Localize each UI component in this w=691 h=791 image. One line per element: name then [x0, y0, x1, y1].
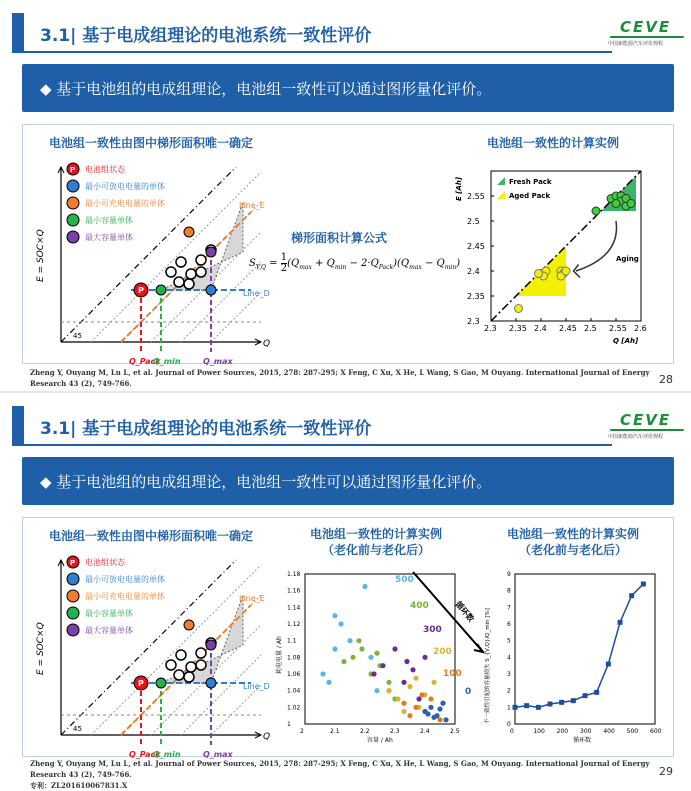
q-pack-label: Q_Pack [129, 357, 161, 366]
scatter-point [347, 638, 352, 643]
banner-text: ◆ 基于电池组的电成组理论，电池组一致性可以通过图形量化评价。 [40, 80, 492, 98]
cell-marker [196, 267, 206, 277]
scatter-point [350, 655, 355, 660]
aging-arrow [576, 221, 617, 271]
q-min-label: Q_min [153, 357, 181, 366]
x-tick-label: 2.3 [390, 728, 400, 735]
mid-heading: 电池组一致性的计算实例 （老化前与老化后） [309, 527, 442, 557]
title-underline [24, 444, 612, 446]
min-charge-marker [184, 227, 194, 237]
y-tick-label: 1.06 [287, 671, 301, 678]
legend-marker [67, 180, 79, 192]
scatter-point [419, 692, 424, 697]
scatter-point [332, 613, 337, 618]
series-label: 500 [395, 575, 414, 585]
x-tick-label: 0 [510, 728, 514, 735]
ceve-logo [606, 411, 686, 445]
fresh-aged-chart [453, 161, 653, 351]
legend-marker [67, 607, 79, 619]
y-tick-label: 9 [507, 571, 511, 578]
scatter-point [341, 659, 346, 664]
aged-point [535, 270, 543, 278]
y-tick-label: 1.02 [287, 704, 301, 712]
cell-marker [184, 279, 194, 289]
slide-28 [0, 0, 691, 392]
x-tick-label: 300 [580, 728, 592, 735]
scatter-point [407, 684, 412, 689]
trapezoid-diagram [33, 550, 273, 759]
min-capacity-marker [156, 285, 166, 295]
y-tick-label: 2.55 [467, 192, 485, 201]
legend-marker [67, 214, 79, 226]
series-label: 200 [433, 647, 452, 657]
x-tick-label: 2.2 [360, 728, 370, 735]
ceve-logo [606, 18, 686, 52]
y-tick-label: 1.08 [287, 654, 301, 662]
y-tick-label: 1.12 [287, 621, 301, 628]
formula-title: 梯形面积计算公式 [291, 231, 388, 245]
min-charge-marker [184, 620, 194, 630]
title-accent [12, 13, 24, 53]
scatter-point [413, 676, 418, 681]
cell-marker [166, 660, 176, 670]
scatter-point [401, 709, 406, 714]
logo-subtitle: 中国新能源汽车评价规程 [608, 41, 664, 47]
citation-text: Zheng Y, Ouyang M, Lu L, et al. Journal of Power Sources, 2015, 278: 287-295; X Feng, C Xu, X He, L Wang, S Gao, M Ouyang. International Journal of Energy Research 43 (2), 749-766. [30, 368, 650, 388]
scatter-point [401, 680, 406, 685]
left-heading: 电池组一致性由图中梯形面积唯一确定 [48, 529, 253, 543]
scatter-point [422, 655, 427, 660]
legend-label: 最小可放电电量的单体 [85, 182, 165, 191]
y-tick-label: 6 [507, 621, 511, 628]
banner-text: ◆ 基于电池组的电成组理论，电池组一致性可以通过图形量化评价。 [40, 473, 492, 491]
series-label: 400 [410, 601, 429, 611]
scatter-point [326, 680, 331, 685]
loss-point [536, 705, 541, 710]
title-accent [12, 406, 24, 446]
slide-29 [0, 393, 691, 790]
scatter-point [407, 713, 412, 718]
scatter-point [440, 701, 445, 706]
x-tick-label: 100 [533, 728, 545, 735]
angle-label: 45 [73, 332, 82, 340]
logo-swoosh [610, 36, 684, 38]
content-panel [22, 124, 674, 364]
x-tick-label: 2 [300, 728, 304, 735]
logo-subtitle: 中国新能源汽车评价规程 [608, 434, 664, 440]
y-tick-label: 5 [507, 637, 511, 645]
y-tick-label: 2.5 [467, 217, 480, 226]
line-e-label: Line_E [239, 594, 265, 603]
fresh-point [592, 207, 600, 215]
cycle-arrow-label: 循环数 [453, 599, 476, 624]
legend-label: 电池组状态 [85, 165, 125, 174]
angle-label: 45 [73, 725, 82, 733]
slide-title-bar [12, 13, 612, 53]
cell-marker [176, 257, 186, 267]
cell-marker [196, 648, 206, 658]
legend-label: 最小可充电电量的单体 [85, 592, 165, 601]
pack-state-letter: P [138, 286, 144, 295]
q-max-label: Q_max [203, 357, 233, 366]
legend-marker [67, 590, 79, 602]
series-label: 100 [443, 669, 462, 679]
max-capacity-marker [206, 247, 216, 257]
y-axis-label: 不一致性引起的容量损失 S_{V,Q}/Q_min [%] [485, 608, 491, 724]
loss-point [629, 593, 634, 598]
aging-label: Aging [616, 255, 639, 263]
citation-text: Zheng Y, Ouyang M, Lu L, et al. Journal of Power Sources, 2015, 278: 287-295; X Feng, C Xu, X He, L Wang, S Gao, M Ouyang. International Journal of Energy Research 43 (2), 749-766. [30, 759, 650, 779]
x-axis-label: 循环数 [573, 737, 592, 744]
x-axis-label: Q [263, 339, 271, 349]
x-tick-label: 2.45 [559, 324, 577, 333]
slide-title-bar [12, 406, 612, 446]
loss-point [606, 662, 611, 667]
y-axis-label: E [Ah] [455, 176, 463, 201]
y-tick-label: 3 [507, 671, 511, 678]
legend-label: 最小容量单体 [85, 216, 133, 225]
logo-text: CEVE [620, 18, 672, 36]
y-tick-label: 8 [507, 587, 511, 595]
line-d-label: Line_D [243, 682, 270, 691]
x-tick-label: 600 [650, 728, 662, 735]
reference [30, 758, 650, 791]
scatter-point [404, 659, 409, 664]
line-d-label: Line_D [243, 289, 270, 298]
loss-point [513, 705, 518, 710]
min-capacity-marker [156, 678, 166, 688]
patent-text: 专利：ZL201610067831.X [30, 781, 128, 790]
q-max-label: Q_max [203, 750, 233, 759]
cell-marker [174, 277, 184, 287]
y-tick-label: 2.4 [467, 267, 480, 276]
scatter-point [395, 696, 400, 701]
scatter-point [437, 717, 442, 722]
legend-aged-swatch [497, 191, 505, 199]
legend-label: 电池组状态 [85, 558, 125, 567]
y-axis-label: 耗电电量 / Ah [276, 636, 283, 674]
left-heading: 电池组一致性由图中梯形面积唯一确定 [48, 136, 253, 150]
x-axis-label: Q [263, 732, 271, 742]
loss-point [548, 702, 553, 707]
x-tick-label: 500 [626, 728, 639, 735]
x-tick-label: 2.6 [634, 324, 647, 333]
x-tick-label: 2.4 [534, 324, 547, 333]
y-tick-label: 2.45 [467, 242, 485, 251]
cell-marker [186, 269, 196, 279]
x-tick-label: 2.4 [420, 728, 430, 735]
legend-fresh-swatch [497, 177, 505, 185]
legend-marker [67, 573, 79, 585]
cycle-scatter-chart [271, 564, 476, 754]
scatter-point [320, 671, 325, 676]
q-pack-label: Q_Pack [129, 750, 161, 759]
trapezoid-diagram [33, 157, 273, 366]
scatter-point [443, 717, 448, 722]
scatter-point [362, 584, 367, 589]
legend-marker [67, 624, 79, 636]
y-tick-label: 0 [507, 721, 511, 728]
fresh-point [627, 200, 635, 208]
scatter-point [374, 651, 379, 656]
page-number: 29 [659, 765, 673, 778]
cell-marker [186, 662, 196, 672]
slide-title: 3.1| 基于电成组理论的电池系统一致性评价 [40, 26, 372, 46]
cell-marker [166, 267, 176, 277]
x-tick-label: 2.55 [609, 324, 627, 333]
x-tick-label: 2.1 [330, 728, 340, 735]
y-tick-label: 1.04 [287, 687, 301, 695]
min-discharge-marker [206, 285, 216, 295]
loss-point [571, 698, 576, 703]
legend-marker-letter: P [70, 559, 76, 567]
scatter-point [332, 646, 337, 651]
scatter-point [428, 705, 433, 710]
legend-fresh-label: Fresh Pack [509, 178, 552, 186]
y-tick-label: 1 [287, 721, 291, 728]
scatter-point [368, 655, 373, 660]
y-tick-label: 2.35 [467, 292, 485, 301]
series-label: 0 [465, 687, 472, 697]
scatter-point [431, 715, 436, 720]
aged-point [562, 267, 570, 275]
scatter-point [416, 696, 421, 701]
summary-banner [22, 457, 674, 505]
scatter-point [359, 646, 364, 651]
scatter-point [386, 680, 391, 685]
page-number: 28 [659, 373, 673, 386]
legend-aged-label: Aged Pack [509, 192, 551, 200]
fresh-point [612, 200, 620, 208]
loss-point [524, 703, 529, 708]
logo-swoosh [610, 429, 684, 431]
logo-text: CEVE [620, 411, 672, 429]
x-axis-label: Q [Ah] [613, 337, 639, 345]
scatter-point [413, 705, 418, 710]
grid-diagonal [211, 685, 261, 735]
y-tick-label: 2.3 [467, 317, 480, 326]
area-formula: $S_{V,Q}$ = $\frac{1}{2}$ $(Q_{max} + Q_{min} - 2\cdot Q_{Pack})(Q_{max} - Q_{min})$ [249, 252, 461, 274]
cell-marker [196, 255, 206, 265]
scatter-point [374, 688, 379, 693]
legend-label: 最小容量单体 [85, 609, 133, 618]
scatter-point [425, 711, 430, 716]
y-tick-label: 4 [507, 654, 511, 662]
content-panel [22, 517, 674, 757]
scatter-point [386, 688, 391, 693]
loss-point [559, 700, 564, 705]
y-tick-label: 7 [507, 604, 511, 612]
min-discharge-marker [206, 678, 216, 688]
slide-title: 3.1| 基于电成组理论的电池系统一致性评价 [40, 419, 372, 439]
x-tick-label: 2.5 [584, 324, 597, 333]
scatter-point [401, 701, 406, 706]
line-e-label: Line_E [239, 201, 265, 210]
legend-marker-letter: P [70, 166, 76, 174]
y-axis-label: E = SOC×Q [36, 622, 46, 675]
x-tick-label: 2.5 [450, 728, 460, 735]
grid-diagonal [211, 292, 261, 342]
x-tick-label: 2.3 [484, 324, 497, 333]
q-min-label: Q_min [153, 750, 181, 759]
cycle-arrow [413, 572, 483, 652]
x-axis-label: 容量 / Ah [367, 737, 393, 744]
legend-marker [67, 197, 79, 209]
cell-marker [176, 650, 186, 660]
aged-point [515, 305, 523, 313]
max-capacity-marker [206, 640, 216, 650]
scatter-point [392, 646, 397, 651]
legend-label: 最大容量单体 [85, 233, 133, 242]
scatter-point [356, 638, 361, 643]
scatter-point [437, 706, 442, 711]
x-tick-label: 400 [603, 728, 615, 735]
grid-diagonal [91, 565, 261, 735]
scatter-point [380, 663, 385, 668]
title-underline [24, 51, 612, 53]
scatter-point [371, 671, 376, 676]
legend-marker [67, 231, 79, 243]
scatter-point [410, 667, 415, 672]
loss-line [515, 584, 643, 707]
x-tick-label: 200 [556, 728, 569, 735]
cell-marker [184, 672, 194, 682]
y-tick-label: 1.16 [287, 587, 301, 595]
cell-marker [174, 670, 184, 680]
legend-label: 最小可放电电量的单体 [85, 575, 165, 584]
right-heading: 电池组一致性的计算实例 （老化前与老化后） [506, 527, 639, 557]
cell-marker [196, 660, 206, 670]
legend-label: 最小可充电电量的单体 [85, 199, 165, 208]
scatter-point [428, 696, 433, 701]
loss-point [594, 690, 599, 695]
loss-point [583, 693, 588, 698]
loss-point [618, 620, 623, 625]
y-tick-label: 1 [507, 704, 511, 712]
y-tick-label: 1.18 [287, 571, 301, 578]
inconsistency-loss-chart [475, 564, 671, 754]
pack-state-letter: P [138, 679, 144, 688]
y-tick-label: 1.1 [287, 637, 297, 645]
legend-label: 最大容量单体 [85, 626, 133, 635]
scatter-point [338, 621, 343, 626]
y-tick-label: 2 [507, 687, 511, 695]
loss-point [641, 582, 646, 587]
y-tick-label: 1.14 [287, 604, 301, 612]
grid-diagonal [91, 172, 261, 342]
summary-banner [22, 64, 674, 112]
x-tick-label: 2.35 [509, 324, 527, 333]
scatter-point [431, 680, 436, 685]
series-label: 300 [423, 625, 442, 635]
right-heading: 电池组一致性的计算实例 [486, 136, 619, 150]
y-axis-label: E = SOC×Q [36, 229, 46, 282]
